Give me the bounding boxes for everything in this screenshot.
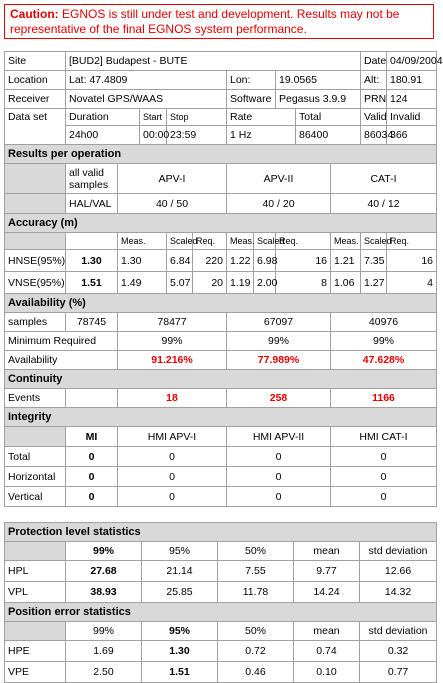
vpl-label: VPL <box>5 582 66 603</box>
availability-apv1: 91.216% <box>118 351 227 370</box>
stop-value: 23:59 <box>167 126 227 145</box>
avail-samples-apv1: 78477 <box>118 313 227 332</box>
vpl-99: 38.93 <box>66 582 142 603</box>
hpl-std: 12.66 <box>360 561 437 582</box>
lat-value: 47.4809 <box>89 74 128 86</box>
vnse-label: VNSE(95%) <box>5 272 66 294</box>
halval-cat1: 40 / 12 <box>331 194 437 214</box>
vpe-label: VPE <box>5 662 66 683</box>
scaled-header: Scaled <box>167 233 193 250</box>
integrity-horizontal-label: Horizontal <box>5 467 66 487</box>
meas-header: Meas. <box>331 233 361 250</box>
hpl-95: 21.14 <box>142 561 218 582</box>
location-label: Location <box>5 71 66 90</box>
vnse-cat1-scaled: 1.27 <box>361 272 387 294</box>
alt-label: Alt: <box>361 71 387 90</box>
hpl-99: 27.68 <box>66 561 142 582</box>
start-value: 00:00 <box>140 126 167 145</box>
pl-col-mean: mean <box>294 542 360 561</box>
rate-label: Rate <box>227 109 296 126</box>
vnse-all: 1.51 <box>66 272 118 294</box>
hpl-label: HPL <box>5 561 66 582</box>
invalid-label: Invalid <box>387 109 437 126</box>
alt-value: 180.91 <box>387 71 437 90</box>
avail-samples-label: samples <box>5 313 66 332</box>
vnse-apv1-meas: 1.49 <box>118 272 167 294</box>
min-required-label: Minimum Required <box>5 332 118 351</box>
pe-col-99: 99% <box>66 622 142 641</box>
caution-label: Caution: <box>10 7 59 21</box>
hnse-label: HNSE(95%) <box>5 250 66 272</box>
prn-label: PRN <box>361 90 387 109</box>
valid-value: 86034 <box>361 126 387 145</box>
dataset-label: Data set <box>5 109 66 145</box>
hmi-apv2-header: HMI APV-II <box>227 427 331 447</box>
vnse-apv2-meas: 1.19 <box>227 272 254 294</box>
pl-col-95: 95% <box>142 542 218 561</box>
hnse-all: 1.30 <box>66 250 118 272</box>
vnse-cat1-req: 4 <box>387 272 437 294</box>
hpe-label: HPE <box>5 641 66 662</box>
vpl-std: 14.32 <box>360 582 437 603</box>
integrity-vertical-cat1: 0 <box>331 487 437 507</box>
lon-value: 19.0565 <box>276 71 361 90</box>
samples-label: samples <box>69 178 109 191</box>
vpl-mean: 14.24 <box>294 582 360 603</box>
halval-apv2: 40 / 20 <box>227 194 331 214</box>
hpe-95: 1.30 <box>142 641 218 662</box>
integrity-horizontal-apv2: 0 <box>227 467 331 487</box>
duration-label: Duration <box>66 109 140 126</box>
hpl-50: 7.55 <box>218 561 294 582</box>
vnse-apv1-req: 20 <box>193 272 227 294</box>
total-value: 86400 <box>296 126 361 145</box>
pl-col-99: 99% <box>66 542 142 561</box>
op-cat1: CAT-I <box>331 164 437 194</box>
pl-col-std: std deviation <box>360 542 437 561</box>
availability-cat1: 47.628% <box>331 351 437 370</box>
statistics-table <box>4 522 437 683</box>
integrity-total-label: Total <box>5 447 66 467</box>
protection-title: Protection level statistics <box>5 523 437 542</box>
min-required-apv2: 99% <box>227 332 331 351</box>
scaled-header: Scaled <box>361 233 387 250</box>
integrity-vertical-apv1: 0 <box>118 487 227 507</box>
halval-apv1: 40 / 50 <box>118 194 227 214</box>
integrity-vertical-mi: 0 <box>66 487 118 507</box>
hpl-mean: 9.77 <box>294 561 360 582</box>
hnse-cat1-req: 16 <box>387 250 437 272</box>
pe-col-95: 95% <box>142 622 218 641</box>
hpe-99: 1.69 <box>66 641 142 662</box>
integrity-title: Integrity <box>5 408 437 427</box>
availability-label: Availability <box>5 351 118 370</box>
req-header: Req. <box>193 233 227 250</box>
vpl-95: 25.85 <box>142 582 218 603</box>
results-title: Results per operation <box>5 145 437 164</box>
caution-banner <box>4 4 434 39</box>
hnse-apv2-meas: 1.22 <box>227 250 254 272</box>
site-label: Site <box>5 52 66 71</box>
pl-col-50: 50% <box>218 542 294 561</box>
vpe-std: 0.77 <box>360 662 437 683</box>
hnse-apv1-meas: 1.30 <box>118 250 167 272</box>
vpl-50: 11.78 <box>218 582 294 603</box>
availability-title: Availability (%) <box>5 294 437 313</box>
receiver-value: Novatel GPS/WAAS <box>66 90 227 109</box>
pe-col-std: std deviation <box>360 622 437 641</box>
hnse-apv2-scaled: 6.98 <box>254 250 276 272</box>
vpe-mean: 0.10 <box>294 662 360 683</box>
availability-apv2: 77.989% <box>227 351 331 370</box>
req-header: Req. <box>387 233 437 250</box>
vnse-apv1-scaled: 5.07 <box>167 272 193 294</box>
vpe-50: 0.46 <box>218 662 294 683</box>
hnse-apv2-req: 16 <box>276 250 331 272</box>
integrity-total-apv2: 0 <box>227 447 331 467</box>
total-label: Total <box>296 109 361 126</box>
meas-header: Meas. <box>227 233 254 250</box>
hnse-apv1-scaled: 6.84 <box>167 250 193 272</box>
software-value: Pegasus 3.9.9 <box>276 90 361 109</box>
date-value: 04/09/2004 <box>387 52 437 71</box>
hpe-50: 0.72 <box>218 641 294 662</box>
vnse-apv2-scaled: 2.00 <box>254 272 276 294</box>
integrity-horizontal-mi: 0 <box>66 467 118 487</box>
receiver-label: Receiver <box>5 90 66 109</box>
hnse-cat1-meas: 1.21 <box>331 250 361 272</box>
events-label: Events <box>5 389 66 408</box>
prn-value: 124 <box>387 90 437 109</box>
position-title: Position error statistics <box>5 603 437 622</box>
meas-header: Meas. <box>118 233 167 250</box>
pe-col-mean: mean <box>294 622 360 641</box>
hmi-apv1-header: HMI APV-I <box>118 427 227 447</box>
scaled-header: Scaled <box>254 233 276 250</box>
op-apv1: APV-I <box>118 164 227 194</box>
integrity-total-cat1: 0 <box>331 447 437 467</box>
accuracy-title: Accuracy (m) <box>5 214 437 233</box>
caution-text: EGNOS is still under test and development. Results may not be representative of the final EGNOS system performance. <box>10 7 400 36</box>
hpe-mean: 0.74 <box>294 641 360 662</box>
report-table <box>4 51 443 507</box>
mi-header: MI <box>66 427 118 447</box>
integrity-vertical-label: Vertical <box>5 487 66 507</box>
avail-samples-all: 78745 <box>66 313 118 332</box>
vnse-cat1-meas: 1.06 <box>331 272 361 294</box>
hmi-cat1-header: HMI CAT-I <box>331 427 437 447</box>
hpe-std: 0.32 <box>360 641 437 662</box>
all-valid-label: all valid <box>69 166 105 179</box>
events-cat1: 1166 <box>331 389 437 408</box>
stop-label: Stop <box>167 109 227 126</box>
duration-value: 24h00 <box>66 126 140 145</box>
integrity-horizontal-apv1: 0 <box>118 467 227 487</box>
vpe-99: 2.50 <box>66 662 142 683</box>
req-header: Req. <box>276 233 331 250</box>
events-apv2: 258 <box>227 389 331 408</box>
op-apv2: APV-II <box>227 164 331 194</box>
events-apv1: 18 <box>118 389 227 408</box>
avail-samples-apv2: 67097 <box>227 313 331 332</box>
valid-label: Valid <box>361 109 387 126</box>
site-value: [BUD2] Budapest - BUTE <box>66 52 361 71</box>
hnse-apv1-req: 220 <box>193 250 227 272</box>
continuity-title: Continuity <box>5 370 437 389</box>
pe-col-50: 50% <box>218 622 294 641</box>
vpe-95: 1.51 <box>142 662 218 683</box>
integrity-horizontal-cat1: 0 <box>331 467 437 487</box>
date-label: Date <box>361 52 387 71</box>
hnse-cat1-scaled: 7.35 <box>361 250 387 272</box>
avail-samples-cat1: 40976 <box>331 313 437 332</box>
integrity-vertical-apv2: 0 <box>227 487 331 507</box>
lat-label: Lat: <box>69 74 87 86</box>
halval-label: HAL/VAL <box>66 194 118 214</box>
start-label: Start <box>140 109 167 126</box>
integrity-total-apv1: 0 <box>118 447 227 467</box>
lon-label: Lon: <box>227 71 276 90</box>
software-label: Software <box>227 90 276 109</box>
min-required-apv1: 99% <box>118 332 227 351</box>
integrity-total-mi: 0 <box>66 447 118 467</box>
rate-value: 1 Hz <box>227 126 296 145</box>
invalid-value: 366 <box>387 126 437 145</box>
vnse-apv2-req: 8 <box>276 272 331 294</box>
min-required-cat1: 99% <box>331 332 437 351</box>
